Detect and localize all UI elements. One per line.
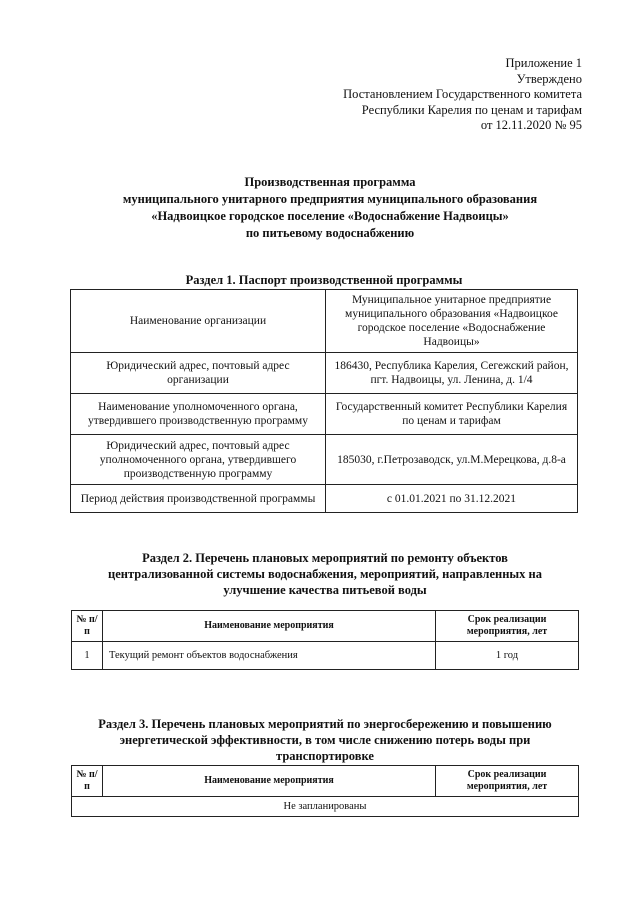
program-title-line2: муниципального унитарного предприятия муниципального образования bbox=[122, 192, 538, 206]
table-row bbox=[71, 353, 578, 394]
section2-title-line1: Раздел 2. Перечень плановых мероприятий по ремонту объектов bbox=[142, 551, 508, 565]
program-title-line3: «Надвоицкое городское поселение «Водоснабжение Надвоицы» bbox=[151, 209, 509, 223]
col-header-number: № п/п bbox=[72, 766, 103, 797]
passport-table bbox=[70, 289, 578, 513]
section3-title-line1: Раздел 3. Перечень плановых мероприятий по энергосбережению и повышению bbox=[98, 717, 552, 731]
col-header-name: Наименование мероприятия bbox=[103, 611, 436, 642]
empty-row-text: Не запланированы bbox=[72, 797, 579, 817]
passport-value: Государственный комитет Республики Карелия по ценам и тарифам bbox=[326, 394, 578, 435]
passport-label: Период действия производственной программы bbox=[71, 485, 326, 513]
program-title-line4: по питьевому водоснабжению bbox=[245, 226, 415, 240]
col-header-term: Срок реализации мероприятия, лет bbox=[436, 611, 579, 642]
row-name: Текущий ремонт объектов водоснабжения bbox=[103, 642, 436, 670]
table-row bbox=[71, 290, 578, 353]
energy-measures-table bbox=[71, 765, 579, 817]
section2-title-line2: централизованной системы водоснабжения, мероприятий, направленных на bbox=[108, 567, 542, 581]
row-number: 1 bbox=[72, 642, 103, 670]
program-title bbox=[60, 174, 600, 242]
approved-by-line2: Республики Карелия по ценам и тарифам bbox=[361, 102, 582, 117]
passport-value: с 01.01.2021 по 31.12.2021 bbox=[326, 485, 578, 513]
program-title-line1: Производственная программа bbox=[244, 175, 416, 189]
table-row bbox=[71, 394, 578, 435]
section2-title-line3: улучшение качества питьевой воды bbox=[223, 583, 427, 597]
passport-value: Муниципальное унитарное предприятие муниципального образования «Надвоицкое городское поселение «Водоснабжение Надвоицы» bbox=[326, 290, 578, 353]
appendix-number: Приложение 1 bbox=[505, 56, 582, 70]
passport-value: 186430, Республика Карелия, Сегежский район, пгт. Надвоицы, ул. Ленина, д. 1/4 bbox=[326, 353, 578, 394]
table-row bbox=[72, 642, 579, 670]
approved-label: Утверждено bbox=[516, 71, 582, 86]
col-header-name: Наименование мероприятия bbox=[103, 766, 436, 797]
table-header-row bbox=[72, 611, 579, 642]
table-row bbox=[71, 435, 578, 485]
section2-title bbox=[60, 550, 590, 598]
repair-measures-table bbox=[71, 610, 579, 670]
col-header-number: № п/п bbox=[72, 611, 103, 642]
section3-title-line2: энергетической эффективности, в том числе снижению потерь воды при bbox=[119, 733, 531, 747]
approved-by-line1: Постановлением Государственного комитета bbox=[343, 87, 582, 101]
col-header-term: Срок реализации мероприятия, лет bbox=[436, 766, 579, 797]
section3-title bbox=[60, 716, 590, 764]
section3-title-line3: транспортировке bbox=[276, 749, 374, 763]
passport-value: 185030, г.Петрозаводск, ул.М.Мерецкова, д.8-а bbox=[326, 435, 578, 485]
appendix-header bbox=[343, 56, 582, 134]
passport-label: Наименование организации bbox=[71, 290, 326, 353]
row-term: 1 год bbox=[436, 642, 579, 670]
passport-label: Наименование уполномоченного органа, утвердившего производственную программу bbox=[71, 394, 326, 435]
approval-date: от 12.11.2020 № 95 bbox=[480, 118, 582, 132]
table-header-row bbox=[72, 766, 579, 797]
passport-label: Юридический адрес, почтовый адрес организации bbox=[71, 353, 326, 394]
table-row bbox=[71, 485, 578, 513]
passport-label: Юридический адрес, почтовый адрес уполномоченного органа, утвердившего производственную программу bbox=[71, 435, 326, 485]
section1-title-text: Раздел 1. Паспорт производственной программы bbox=[185, 273, 463, 287]
table-row bbox=[72, 797, 579, 817]
section1-title bbox=[70, 272, 578, 288]
